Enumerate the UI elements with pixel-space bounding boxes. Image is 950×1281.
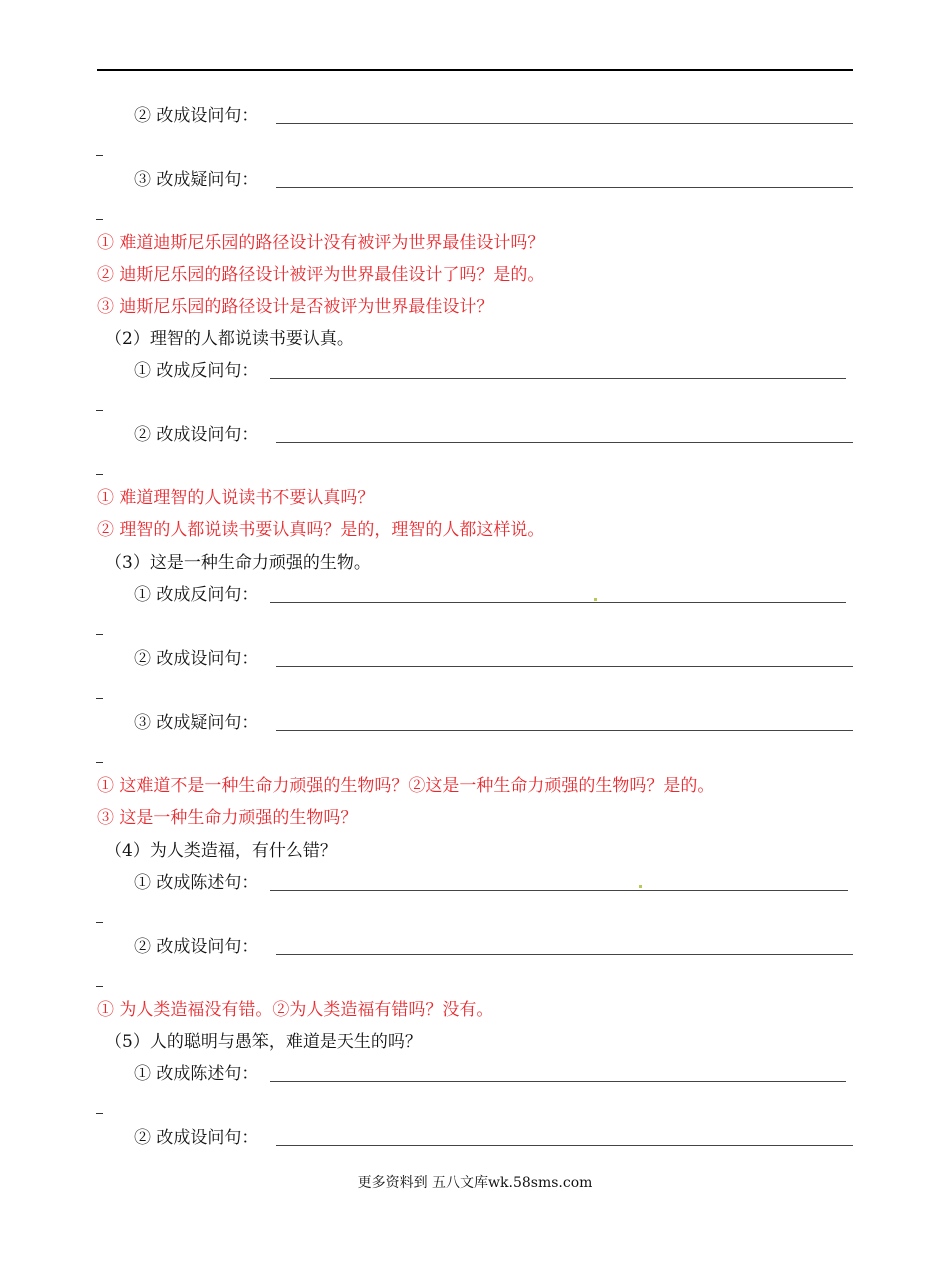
answer-blank[interactable] (276, 1145, 853, 1146)
wrap-dash (96, 155, 103, 156)
wrap-dash (96, 698, 103, 699)
wrap-dash (96, 410, 103, 411)
answer-blank[interactable] (270, 378, 846, 379)
wrap-dash (96, 986, 103, 987)
footer-text: 更多资料到 五八文库wk.58sms.com (357, 1175, 593, 1191)
wrap-dash (96, 922, 103, 923)
stray-dot (639, 885, 642, 888)
question-stem: （3）这是一种生命力顽强的生物。 (105, 553, 371, 573)
answer-blank[interactable] (276, 187, 853, 188)
answer-text: ① 这难道不是一种生命力顽强的生物吗？②这是一种生命力顽强的生物吗？是的。 (97, 776, 715, 796)
question-label: ② 改成设问句： (134, 649, 259, 669)
stray-dot (594, 598, 597, 601)
answer-text: ① 难道理智的人说读书不要认真吗？ (97, 488, 375, 508)
answer-text: ③ 迪斯尼乐园的路径设计是否被评为世界最佳设计？ (97, 297, 494, 317)
question-label: ① 改成反问句： (134, 585, 259, 605)
answer-blank[interactable] (276, 123, 853, 124)
answer-text: ② 理智的人都说读书要认真吗？是的，理智的人都这样说。 (97, 520, 545, 540)
answer-blank[interactable] (276, 442, 853, 443)
question-stem: （4）为人类造福，有什么错？ (105, 841, 337, 861)
answer-blank[interactable] (276, 954, 853, 955)
top-rule (97, 69, 853, 71)
answer-text: ② 迪斯尼乐园的路径设计被评为世界最佳设计了吗？是的。 (97, 265, 545, 285)
wrap-dash (96, 634, 103, 635)
wrap-dash (96, 1113, 103, 1114)
question-label: ② 改成设问句： (134, 1128, 259, 1148)
question-label: ② 改成设问句： (134, 106, 259, 126)
question-label: ② 改成设问句： (134, 425, 259, 445)
answer-blank[interactable] (270, 602, 846, 603)
wrap-dash (96, 762, 103, 763)
question-label: ② 改成设问句： (134, 937, 259, 957)
question-label: ① 改成反问句： (134, 361, 259, 381)
answer-blank[interactable] (270, 1081, 846, 1082)
wrap-dash (96, 219, 103, 220)
question-stem: （2）理智的人都说读书要认真。 (105, 329, 354, 349)
answer-blank[interactable] (276, 666, 853, 667)
question-stem: （5）人的聪明与愚笨，难道是天生的吗？ (105, 1032, 422, 1052)
question-label: ① 改成陈述句： (134, 1064, 259, 1084)
answer-blank[interactable] (270, 890, 848, 891)
answer-text: ① 难道迪斯尼乐园的路径设计没有被评为世界最佳设计吗？ (97, 233, 545, 253)
question-label: ③ 改成疑问句： (134, 170, 259, 190)
wrap-dash (96, 474, 103, 475)
question-label: ③ 改成疑问句： (134, 713, 259, 733)
answer-text: ③ 这是一种生命力顽强的生物吗？ (97, 808, 358, 828)
answer-blank[interactable] (276, 730, 853, 731)
answer-text: ① 为人类造福没有错。②为人类造福有错吗？没有。 (97, 1000, 494, 1020)
question-label: ① 改成陈述句： (134, 873, 259, 893)
